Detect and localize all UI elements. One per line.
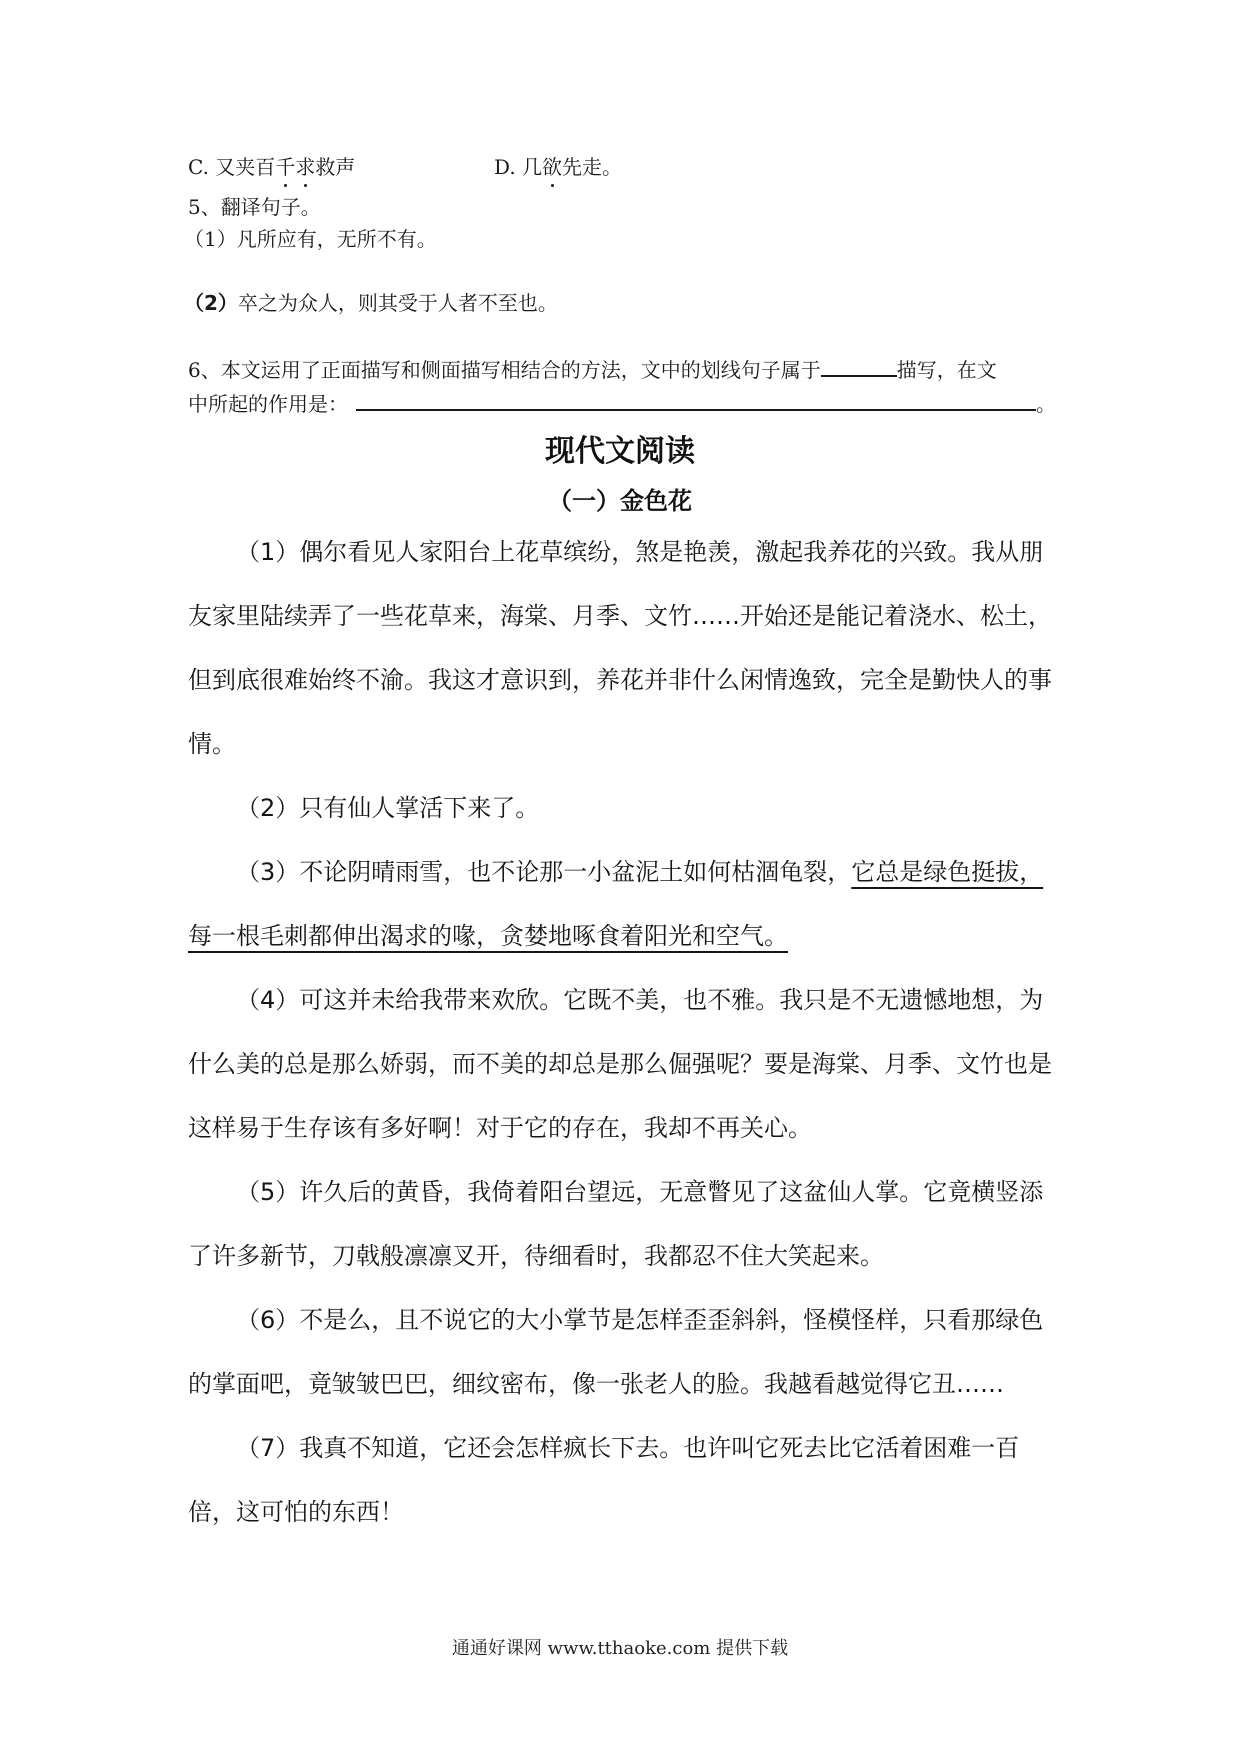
q5-item-1: （1）凡所应有，无所不有。 bbox=[184, 227, 437, 251]
paragraph-5-text: （5）许久后的黄昏，我倚着阳台望远，无意瞥见了这盆仙人掌。它竟横竖添了许多新节，刀戟般凛凛叉开，待细看时，我都忍不住大笑起来。 bbox=[188, 1178, 1044, 1270]
paragraph-1-text: （1）偶尔看见人家阳台上花草缤纷，煞是艳羡，激起我养花的兴致。我从朋友家里陆续弄了一些花草来，海棠、月季、文竹……开始还是能记着浇水、松土，但到底很难始终不渝。我这才意识到，养花并非什么闲情逸致，完全是勤快人的事情。 bbox=[188, 538, 1052, 758]
q6-line-2-text: 中所起的作用是： bbox=[188, 392, 348, 416]
q5-item-2 bbox=[184, 290, 558, 316]
page-footer: 通通好课网 www.tthaoke.com 提供下载 bbox=[451, 1638, 789, 1659]
option-c-dotted-1: 千 bbox=[275, 155, 296, 179]
option-d-suffix: 先走。 bbox=[562, 155, 623, 179]
option-c-prefix: C. 又夹百 bbox=[188, 155, 276, 179]
q5-item-2-number: （2） bbox=[184, 291, 238, 315]
q6-line-1 bbox=[188, 357, 997, 383]
paragraph-3 bbox=[188, 840, 1063, 968]
option-c-dotted-2: 求 bbox=[295, 155, 316, 179]
paragraph-4-text: （4）可这并未给我带来欢欣。它既不美，也不雅。我只是不无遗憾地想，为什么美的总是那么娇弱，而不美的却总是那么倔强呢？要是海棠、月季、文竹也是这样易于生存该有多好啊！对于它的存在，我却不再关心。 bbox=[188, 986, 1052, 1142]
q6-line-2 bbox=[188, 391, 1056, 417]
option-d-prefix: D. 几 bbox=[494, 155, 543, 179]
paragraph-4 bbox=[188, 968, 1063, 1160]
q5-item-2-text: 卒之为众人，则其受于人者不至也。 bbox=[237, 291, 558, 315]
q6-blank-1[interactable] bbox=[821, 359, 897, 377]
paragraph-1 bbox=[188, 520, 1063, 776]
paragraph-5 bbox=[188, 1160, 1063, 1288]
q6-line-1-text-b: 描写，在文 bbox=[896, 358, 997, 382]
q5-title: 5、翻译句子。 bbox=[188, 195, 321, 219]
q6-line-2-end: 。 bbox=[1036, 392, 1056, 416]
paragraph-7-text: （7）我真不知道，它还会怎样疯长下去。也许叫它死去比它活着困难一百倍，这可怕的东西！ bbox=[188, 1434, 1020, 1526]
q6-blank-2[interactable] bbox=[356, 393, 1036, 411]
paragraph-2 bbox=[188, 776, 1063, 840]
paragraph-6-text: （6）不是么，且不说它的大小掌节是怎样歪歪斜斜，怪模怪样，只看那绿色的掌面吧，竟皱皱巴巴，细纹密布，像一张老人的脸。我越看越觉得它丑…… bbox=[188, 1306, 1044, 1398]
option-c-suffix: 救声 bbox=[315, 155, 356, 179]
option-c bbox=[188, 154, 355, 180]
option-d bbox=[494, 154, 622, 180]
q6-line-1-text-a: 6、本文运用了正面描写和侧面描写相结合的方法，文中的划线句子属于 bbox=[188, 358, 821, 382]
section-subtitle: （一）金色花 bbox=[548, 487, 692, 515]
paragraph-2-text: （2）只有仙人掌活下来了。 bbox=[236, 794, 540, 822]
paragraph-3-text: （3）不论阴晴雨雪，也不论那一小盆泥土如何枯涸龟裂， bbox=[236, 858, 852, 886]
paragraph-3-underlined: 它总是绿色挺拔，每一根毛刺都伸出渴求的喙，贪婪地啄食着阳光和空气。 bbox=[188, 858, 1044, 950]
paragraph-7 bbox=[188, 1416, 1063, 1544]
option-d-dotted: 欲 bbox=[542, 155, 563, 179]
paragraph-6 bbox=[188, 1288, 1063, 1416]
section-title: 现代文阅读 bbox=[545, 434, 695, 469]
